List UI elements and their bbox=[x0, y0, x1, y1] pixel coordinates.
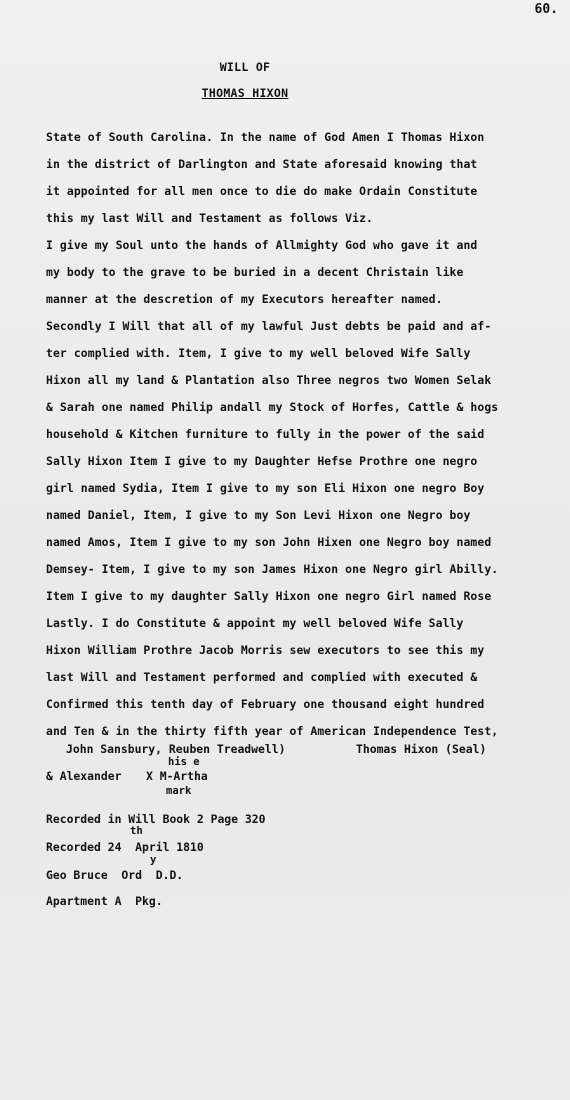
apartment-label: Apartment A Pkg. bbox=[46, 894, 163, 908]
body-line: ter complied with. Item, I give to my well beloved Wife Sally bbox=[46, 346, 471, 360]
body-line: Secondly I Will that all of my lawful Just debts be paid and af- bbox=[46, 319, 492, 333]
mark-label: mark bbox=[166, 785, 192, 797]
his-label: his e bbox=[168, 756, 200, 768]
body-line: household & Kitchen furniture to fully in the power of the said bbox=[46, 427, 485, 441]
body-line: this my last Will and Testament as follows Viz. bbox=[46, 211, 374, 225]
recorded-date: Recorded 24 April 1810 bbox=[46, 840, 204, 854]
will-body bbox=[46, 124, 566, 745]
alexander-label: & Alexander bbox=[46, 769, 122, 783]
body-line: manner at the descretion of my Executors hereafter named. bbox=[46, 292, 443, 306]
body-line: it appointed for all men once to die do make Ordain Constitute bbox=[46, 184, 478, 198]
body-line: Confirmed this tenth day of February one thousand eight hundred bbox=[46, 697, 485, 711]
body-line: girl named Sydia, Item I give to my son Eli Hixon one negro Boy bbox=[46, 481, 485, 495]
body-line: I give my Soul unto the hands of Allmighty God who gave it and bbox=[46, 238, 478, 252]
body-line: and Ten & in the thirty fifth year of American Independence Test, bbox=[46, 724, 499, 738]
clerk-name: Geo Bruce Ord D.D. bbox=[46, 868, 184, 882]
document-title: WILL OF bbox=[219, 60, 271, 74]
body-line: Hixon William Prothre Jacob Morris sew executors to see this my bbox=[46, 643, 485, 657]
body-line: my body to the grave to be buried in a decent Christain like bbox=[46, 265, 464, 279]
recorded-book: Recorded in Will Book 2 Page 320 bbox=[46, 812, 266, 826]
body-line: named Amos, Item I give to my son John Hixen one Negro boy named bbox=[46, 535, 492, 549]
body-line: Sally Hixon Item I give to my Daughter Hefse Prothre one negro bbox=[46, 454, 478, 468]
body-line: Demsey- Item, I give to my son James Hixon one Negro girl Abilly. bbox=[46, 562, 499, 576]
body-line: & Sarah one named Philip andall my Stock of Horfes, Cattle & hogs bbox=[46, 400, 499, 414]
body-line: State of South Carolina. In the name of God Amen I Thomas Hixon bbox=[46, 130, 485, 144]
testator-signature: Thomas Hixon (Seal) bbox=[356, 742, 487, 756]
y-superscript: y bbox=[150, 854, 157, 866]
body-line: Hixon all my land & Plantation also Three negros two Women Selak bbox=[46, 373, 492, 387]
body-line: Item I give to my daughter Sally Hixon one negro Girl named Rose bbox=[46, 589, 492, 603]
document-subtitle: THOMAS HIXON bbox=[201, 86, 289, 100]
th-superscript: th bbox=[130, 825, 143, 837]
witness-names: John Sansbury, Reuben Treadwell) bbox=[66, 742, 286, 756]
body-line: in the district of Darlington and State aforesaid knowing that bbox=[46, 157, 478, 171]
body-line: last Will and Testament performed and complied with executed & bbox=[46, 670, 478, 684]
page-number: 60. bbox=[534, 2, 558, 17]
body-line: named Daniel, Item, I give to my Son Levi Hixon one Negro boy bbox=[46, 508, 471, 522]
body-line: Lastly. I do Constitute & appoint my well beloved Wife Sally bbox=[46, 616, 464, 630]
x-mark: X M-Artha bbox=[146, 769, 208, 783]
